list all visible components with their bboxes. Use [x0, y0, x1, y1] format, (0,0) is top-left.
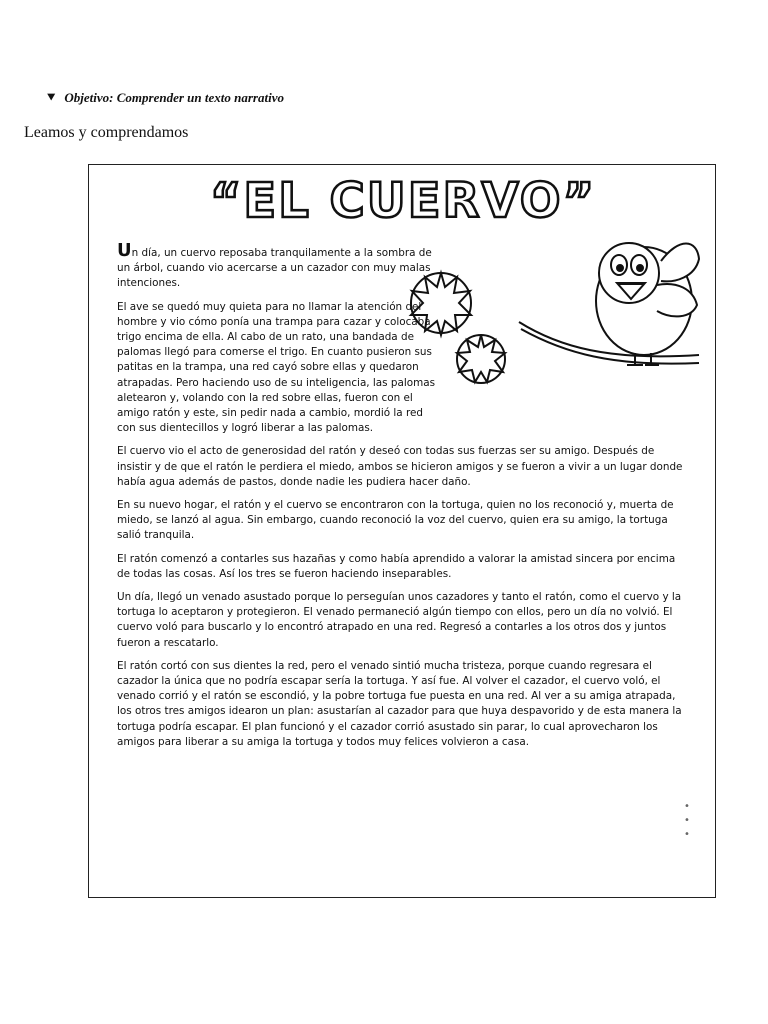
paragraph-1-text: n día, un cuervo reposaba tranquilamente a la sombra de un árbol, cuando vio acercarse a un cazador con muy malas intenciones.	[117, 247, 432, 290]
paragraph-4: En su nuevo hogar, el ratón y el cuervo se encontraron con la tortuga, quien no los reconoció y, muerta de miedo, se lanzó al agua. Sin embargo, cuando reconoció la voz del cuervo, quien era su amigo, la tortuga salió tranquila.	[117, 499, 674, 542]
margin-marks: • • •	[684, 801, 690, 840]
objective-text: Objetivo: Comprender un texto narrativo	[64, 90, 284, 105]
paragraph-6: Un día, llegó un venado asustado porque lo perseguían unos cazadores y tanto el ratón, como el cuervo y la tortuga lo aceptaron y protegieron. El venado permaneció algún tiempo con ellos, pero un día no volvió. El cuervo voló para buscarlo y lo encontró atrapado en una red. Regresó a contarles a los otros dos y juntos fueron a rescatarlo.	[117, 591, 682, 649]
story-title-text: “EL CUERVO”	[209, 173, 597, 229]
story-text	[117, 240, 683, 758]
arrow-down-icon: ⯆	[46, 90, 57, 105]
paragraph-1	[117, 240, 437, 292]
story-box	[88, 164, 716, 898]
intro-heading: Leamos y comprendamos	[24, 124, 189, 141]
drop-cap: U	[117, 240, 132, 261]
objective-line	[46, 90, 284, 106]
paragraph-3: El cuervo vio el acto de generosidad del ratón y deseó con todas sus fuerzas ser su amigo. Después de insistir y de que el ratón le perdiera el miedo, ambos se hicieron amigos y se fueron a vivir a un lugar donde había agua además de pastos, donde nadie les pudiera hacer daño.	[117, 445, 683, 488]
paragraph-5: El ratón comenzó a contarles sus hazañas y como había aprendido a valorar la amistad sincera por encima de todas las cosas. Así los tres se fueron haciendo inseparables.	[117, 552, 676, 580]
paragraph-7: El ratón cortó con sus dientes la red, pero el venado sintió mucha tristeza, porque cuando regresara el cazador la única que no podría escapar sería la tortuga. Y así fue. Al volver el cazador, el cuervo voló, el venado corrió y el ratón se escondió, y la pobre tortuga fue puesta en una red. Al ver a su amiga atrapada, los otros tres amigos idearon un plan: asustarían al cazador para que huya despavorido y de esta manera la tortuga podría escapar. El plan funcionó y el cazador corrió asustado sin parar, lo cual aprovecharon los amigos para liberar a su amiga la tortuga y todos muy felices volvieron a casa.	[117, 659, 682, 748]
paragraph-2: El ave se quedó muy quieta para no llamar la atención del hombre y vio cómo ponía una trampa para cazar y colocaba trigo encima de ella. Al cabo de un rato, una bandada de palomas llegó para comerse el trigo. En cuanto pusieron sus patitas en la trampa, una red cayó sobre ellas y quedaron atrapadas. Pero haciendo uso de su inteligencia, las palomas aletearon y, volando con la red sobre ellas, fueron con el amigo ratón y este, sin pedir nada a cambio, mordió la red con sus dientecillos y logró liberar a las palomas.	[117, 300, 435, 435]
